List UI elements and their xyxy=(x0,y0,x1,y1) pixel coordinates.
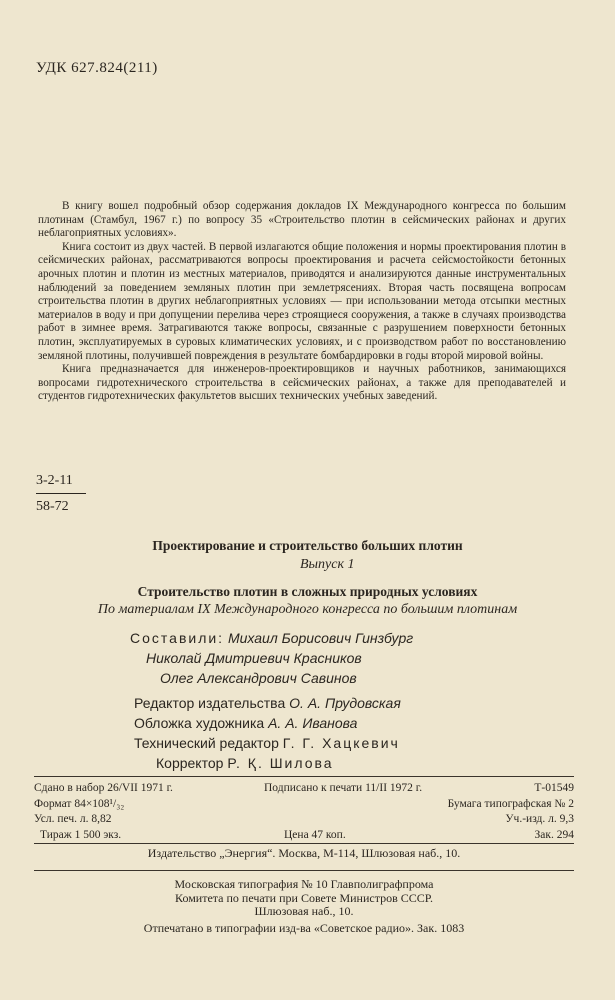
printer-line-3: Шлюзовая наб., 10. xyxy=(254,904,354,918)
abstract-paragraph-2: Книга состоит из двух частей. В первой излагаются общие положения и нормы проектирования плотин в сейсмических районах, рассматриваются вопросы проектирования и расчета сейсмостойкости бетонных арочных плотин и плотин из местных материалов, приводятся и анализируются данные инструментальных наблюдений за поведением земляных плотин при землетрясениях. Вторая часть посвящена вопросам строительства плотин в других неблагоприятных условиях — при использовании метода отсыпки местных материалов в воду и при допущении перелива через строящиеся сооружения, а также в случаях производства работ в зимнее время. Затрагиваются также вопросы, связанные с разрушением поверхности бетонных плотин, эксплуатируемых в суровых климатических условиях, и с производством работ по восстановлению земляной плотины, получившей повреждения в результате бомбардировки в годы второй мировой войны. xyxy=(38,240,566,362)
imprint-typeset-date: Сдано в набор 26/VII 1971 г. xyxy=(34,782,173,794)
publisher-bottom-rule xyxy=(34,870,574,871)
abstract-paragraph-3: Книга предназначается для инженеров-проектировщиков и научных работников, занимающихся вопросами гидротехнического строительства в сейсмических районах, а также для преподавателей и студентов гидротехнических факультетов высших технических учебных заведений. xyxy=(38,363,566,403)
materials-note: По материалам IX Международного конгресса по большим плотинам xyxy=(97,602,518,617)
author-3: Олег Александрович Савинов xyxy=(160,670,357,686)
imprint-format: Формат 84×108¹/₃₂ xyxy=(34,797,125,810)
editor-label: Редактор издательства xyxy=(134,695,286,711)
imprint-signed-date: Подписано к печати 11/II 1972 г. xyxy=(264,782,423,794)
classification-codes xyxy=(36,470,86,518)
imprint-t-code: Т-01549 xyxy=(534,782,574,794)
imprint-print-sheets: Усл. печ. л. 8,82 xyxy=(34,813,112,825)
imprint-paper: Бумага типографская № 2 xyxy=(447,797,574,810)
udk-code: УДК 627.824(211) xyxy=(36,60,158,76)
staff-block xyxy=(134,693,564,773)
publisher-top-rule xyxy=(34,843,574,844)
author-1: Михаил Борисович Гинзбург xyxy=(227,630,414,646)
code-denominator: 58-72 xyxy=(36,499,69,514)
proofreader-name: Р. Қ. Шилова xyxy=(227,755,334,771)
abstract xyxy=(38,200,566,404)
imprint-publisher-sheets: Уч.-изд. л. 9,3 xyxy=(505,813,574,825)
cover-label: Обложка художника xyxy=(134,715,265,731)
editor-name: О. А. Прудовская xyxy=(289,695,401,711)
printer-line-2: Комитета по печати при Совете Министров СССР. xyxy=(175,890,433,905)
proofreader-label: Корректор xyxy=(156,755,224,771)
printed-at: Отпечатано в типографии изд-ва «Советское радио». Зак. 1083 xyxy=(143,921,465,935)
authors-label: Составили: xyxy=(130,630,225,646)
imprint-top-rule xyxy=(34,776,574,777)
abstract-paragraph-1: В книгу вошел подробный обзор содержания докладов IX Международного конгресса по большим плотинам (Стамбул, 1967 г.) по вопросу 35 «Строительство плотин в сейсмических районах и других неблагоприятных условиях». xyxy=(38,200,566,240)
imprint-print-run: Тираж 1 500 экз. xyxy=(40,828,122,841)
tech-editor-label: Технический редактор xyxy=(134,735,279,751)
book-subtitle: Строительство плотин в сложных природных условиях xyxy=(137,584,478,599)
code-numerator: 3-2-11 xyxy=(36,470,86,494)
imprint-price: Цена 47 коп. xyxy=(284,828,346,841)
publisher-address: Издательство „Энергия“. Москва, М-114, Шлюзовая наб., 10. xyxy=(147,846,461,860)
tech-editor-name: Г. Г. Хацкевич xyxy=(282,735,400,751)
series-title: Проектирование и строительство больших плотин xyxy=(152,538,463,553)
imprint-order: Зак. 294 xyxy=(534,828,574,841)
author-2: Николай Дмитриевич Красников xyxy=(146,650,362,666)
imprint-block xyxy=(34,781,574,843)
authors-block xyxy=(130,628,570,688)
printer-line-1: Московская типография № 10 Главполиграфпрома xyxy=(174,877,434,891)
cover-artist-name: А. А. Иванова xyxy=(268,715,358,731)
printer-info xyxy=(34,878,574,919)
issue-number: Выпуск 1 xyxy=(300,557,355,572)
